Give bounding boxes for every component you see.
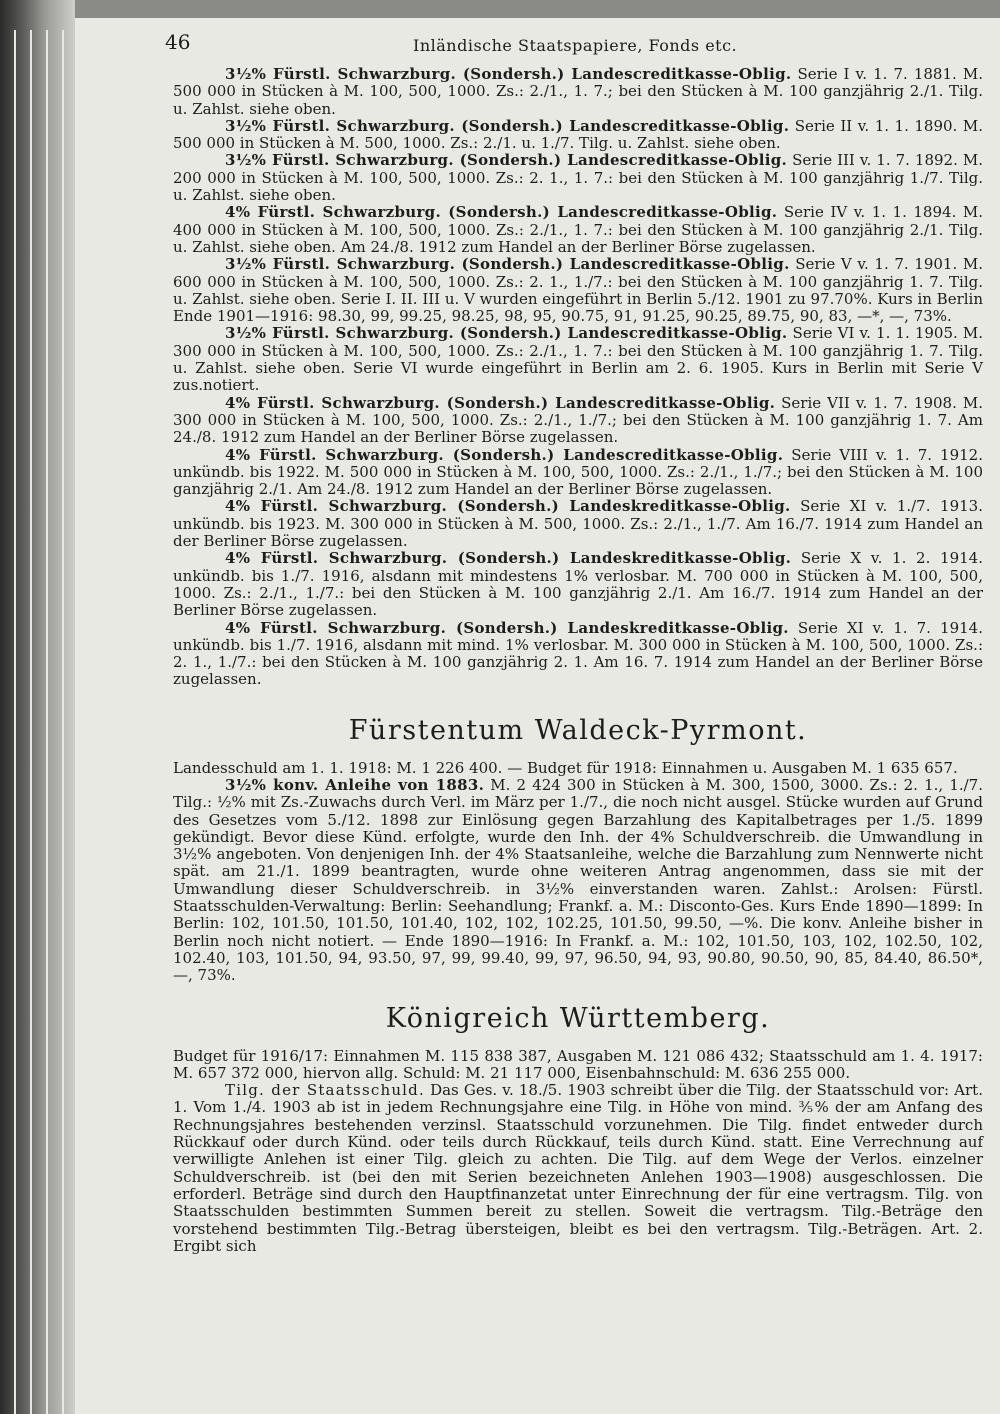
running-header	[165, 26, 983, 66]
page-edge	[46, 30, 48, 1414]
entry-heading: 3½% Fürstl. Schwarzburg. (Sondersh.) Landescreditkasse-Oblig.	[225, 151, 788, 170]
entry-body: Serie VII v. 1. 7. 1908. M. 300 000 in Stücken à M. 100, 500, 1000. Zs.: 2./1., 1./7.; bei den Stücken à M. 100 ganzjährig 1. 7. Am 24./8. 1912 zum Handel an der Berliner Börse zugelassen.	[173, 393, 983, 447]
entry-heading: 4% Fürstl. Schwarzburg. (Sondersh.) Landescreditkasse-Oblig.	[225, 203, 778, 222]
entry-heading: 4% Fürstl. Schwarzburg. (Sondersh.) Landeskreditkasse-Oblig.	[225, 549, 792, 568]
entry-heading: 4% Fürstl. Schwarzburg. (Sondersh.) Landeskreditkasse-Oblig.	[225, 497, 791, 516]
entry-heading: 4% Fürstl. Schwarzburg. (Sondersh.) Landescreditkasse-Oblig.	[225, 445, 784, 464]
page-edge	[62, 30, 64, 1414]
bond-entry	[173, 620, 983, 689]
page-edge	[14, 30, 16, 1414]
entry-heading: 3½% Fürstl. Schwarzburg. (Sondersh.) Landescreditkasse-Oblig.	[225, 65, 792, 83]
page-content	[165, 26, 983, 1255]
bond-entry	[173, 152, 983, 204]
entry-body: Serie III v. 1. 7. 1892. M. 200 000 in Stücken à M. 100, 500, 1000. Zs.: 2. 1., 1. 7.: bei den Stücken à M. 100 ganzjährig 1./7. Tilg. u. Zahlst. siehe oben.	[173, 151, 983, 205]
section-title-waldeck: Fürstentum Waldeck-Pyrmont.	[348, 714, 808, 746]
entry-body: Serie VIII v. 1. 7. 1912. unkündb. bis 1922. M. 500 000 in Stücken à M. 100, 500, 1000. Zs.: 2./1., 1./7.; bei den Stücken à M. 100 ganzjährig 2./1. Am 24./8. 1912 zum Handel an der Berliner Börse zugelassen.	[173, 445, 983, 499]
running-title: Inländische Staatspapiere, Fonds etc.	[413, 36, 738, 55]
entry-body: Serie IV v. 1. 1. 1894. M. 400 000 in Stücken à M. 100, 500, 1000. Zs.: 2./1., 1. 7.: bei den Stücken à M. 100 ganzjährig 2./1. Tilg. u. Zahlst. siehe oben. Am 24./8. 1912 zum Handel an der Berliner Börse zugelassen.	[173, 203, 983, 256]
bond-entry	[173, 118, 983, 153]
page-number: 46	[165, 30, 191, 54]
waldeck-loan-entry	[173, 777, 983, 985]
section-title-wuerttemberg: Königreich Württemberg.	[385, 1002, 771, 1034]
entry-body: Serie X v. 1. 2. 1914. unkündb. bis 1./7. 1916, alsdann mit mindestens 1% verlosbar. M. 700 000 in Stücken à M. 100, 500, 1000. Zs.: 2./1., 1./7.: bei den Stücken à M. 100 ganzjährig 2./1. Am 16./7. 1914 zum Handel an der Berliner Börse zugelassen.	[173, 549, 983, 620]
bond-entry	[173, 550, 983, 619]
paragraph-heading: Tilg. der Staatsschuld.	[225, 1081, 425, 1100]
bond-entry	[173, 204, 983, 256]
entry-body: Serie II v. 1. 1. 1890. M. 500 000 in Stücken à M. 500, 1000. Zs.: 2./1. u. 1./7. Tilg. u. Zahlst. siehe oben.	[173, 116, 983, 153]
schwarzburg-entries	[173, 66, 983, 689]
book-page	[75, 18, 1000, 1414]
entry-heading: 3½% Fürstl. Schwarzburg. (Sondersh.) Landescreditkasse-Oblig.	[225, 324, 788, 343]
bond-entry	[173, 395, 983, 447]
entry-body: Serie I v. 1. 7. 1881. M. 500 000 in Stücken à M. 100, 500, 1000. Zs.: 2./1., 1. 7.; bei den Stücken à M. 100 ganzjährig 2./1. Tilg. u. Zahlst. siehe oben.	[173, 65, 983, 118]
entry-heading: 4% Fürstl. Schwarzburg. (Sondersh.) Landescreditkasse-Oblig.	[225, 393, 776, 412]
bond-entry	[173, 447, 983, 499]
bond-entry	[173, 256, 983, 325]
entry-body: Serie XI v. 1. 7. 1914. unkündb. bis 1./7. 1916, alsdann mit mind. 1% verlosbar. M. 300 000 in Stücken à M. 100, 500, 1000. Zs.: 2. 1., 1./7.: bei den Stücken à M. 100 ganzjährig 2. 1. Am 16. 7. 1914 zum Handel an der Berliner Börse zugelassen.	[173, 618, 983, 689]
wuerttemberg-tilgung-paragraph	[173, 1082, 983, 1255]
page-edge	[30, 30, 32, 1414]
entry-heading: 4% Fürstl. Schwarzburg. (Sondersh.) Landeskreditkasse-Oblig.	[225, 618, 789, 637]
waldeck-intro: Landesschuld am 1. 1. 1918: M. 1 226 400. — Budget für 1918: Einnahmen u. Ausgaben M. 1 635 657.	[173, 758, 958, 777]
entry-heading: 3½% konv. Anleihe von 1883.	[225, 775, 485, 794]
entry-body: M. 2 424 300 in Stücken à M. 300, 1500, 3000. Zs.: 2. 1., 1./7. Tilg.: ½% mit Zs.-Zuwachs durch Verl. im März per 1./7., die noch nicht ausgel. Stücke wurden auf Grund des Gesetzes vom 5./12. 1898 zur Einlösung gegen Barzahlung des Kapitalbetrages per 1./5. 1899 gekündigt. Bevor diese Künd. erfolgte, wurde den Inh. der 4% Schuldverschreib. die Umwandlung in 3½% angeboten. Von denjenigen Inh. der 4% Staatsanleihe, welche die Barzahlung zum Nennwerte nicht spät. am 21./1. 1899 beantragten, wurde ohne weiteren Antrag angenommen, dass sie mit der Umwandlung dieser Schuldverschreib. in 3½% einverstanden waren. Zahlst.: Arolsen: Fürstl. Staatsschulden-Verwaltung: Berlin: Seehandlung; Frankf. a. M.: Disconto-Ges. Kurs Ende 1890—1899: In Berlin: 102, 101.50, 101.50, 101.40, 102, 102, 102.25, 101.50, 99.50, —%. Die konv. Anleihe bisher in Berlin noch nicht notiert. — Ende 1890—1916: In Frankf. a. M.: 102, 101.50, 103, 102, 102.50, 102, 102.40, 103, 101.50, 94, 93.50, 97, 99, 99.40, 99, 97, 96.50, 94, 93, 90.80, 90.50, 90, 85, 84.40, 86.50*, —, 73%.	[173, 775, 983, 985]
bond-entry	[173, 498, 983, 550]
entry-body: Serie V v. 1. 7. 1901. M. 600 000 in Stücken à M. 100, 500, 1000. Zs.: 2. 1., 1./7.: bei den Stücken à M. 100 ganzjährig 1. 7. Tilg. u. Zahlst. siehe oben. Serie I. II. III u. V wurden eingeführt in Berlin 5./12. 1901 zu 97.70%. Kurs in Berlin Ende 1901—1916: 98.30, 99, 99.25, 98.25, 98, 95, 90.75, 91, 91.25, 90.25, 89.75, 90, 83, —*, —, 73%.	[173, 255, 983, 326]
paragraph-body: Das Ges. v. 18./5. 1903 schreibt über die Tilg. der Staatsschuld vor: Art. 1. Vom 1./4. 1903 ab ist in jedem Rechnungsjahre eine Tilg. in Höhe von mind. ⅗% der am Anfang des Rechnungsjahres bestehenden verzinsl. Staatsschuld vorzunehmen. Die Tilg. findet entweder durch Rückkauf oder durch Künd. oder teils durch Rückkauf, teils durch Künd. statt. Eine Verrechnung auf verwilligte Anlehen ist einer Tilg. gleich zu achten. Die Tilg. auf dem Wege der Verlos. einzelner Schuldverschreib. ist (bei den mit Serien bezeichneten Anlehen 1903—1908) ausgeschlossen. Die erforderl. Beträge sind durch den Hauptfinanzetat unter Einrechnung der für eine vertragsm. Tilg. von Staatsschulden bestimmten Summen bereit zu stellen. Soweit die vertragsm. Tilg.-Beträge den vorstehend bestimmten Tilg.-Betrag übersteigen, bleibt es bei den vertragsm. Tilg.-Beträgen. Art. 2. Ergibt sich	[173, 1081, 983, 1255]
bond-entry	[173, 325, 983, 394]
bond-entry	[173, 66, 983, 118]
entry-heading: 3½% Fürstl. Schwarzburg. (Sondersh.) Landescreditkasse-Oblig.	[225, 116, 790, 135]
wuerttemberg-intro: Budget für 1916/17: Einnahmen M. 115 838 387, Ausgaben M. 121 086 432; Staatsschuld am 1. 4. 1917: M. 657 372 000, hiervon allg. Schuld: M. 21 117 000, Eisenbahnschuld: M. 636 255 000.	[173, 1046, 983, 1082]
entry-body: Serie VI v. 1. 1. 1905. M. 300 000 in Stücken à M. 100, 500, 1000. Zs.: 2./1., 1. 7.: bei den Stücken à M. 100 ganzjährig 1. 7. Tilg. u. Zahlst. siehe oben. Serie VI wurde eingeführt in Berlin am 2. 6. 1905. Kurs in Berlin mit Serie V zus.notiert.	[173, 324, 983, 395]
book-binding	[0, 0, 75, 1414]
entry-body: Serie XI v. 1./7. 1913. unkündb. bis 1923. M. 300 000 in Stücken à M. 500, 1000. Zs.: 2./1., 1./7. Am 16./7. 1914 zum Handel an der Berliner Börse zugelassen.	[173, 497, 983, 551]
entry-heading: 3½% Fürstl. Schwarzburg. (Sondersh.) Landescreditkasse-Oblig.	[225, 255, 790, 274]
